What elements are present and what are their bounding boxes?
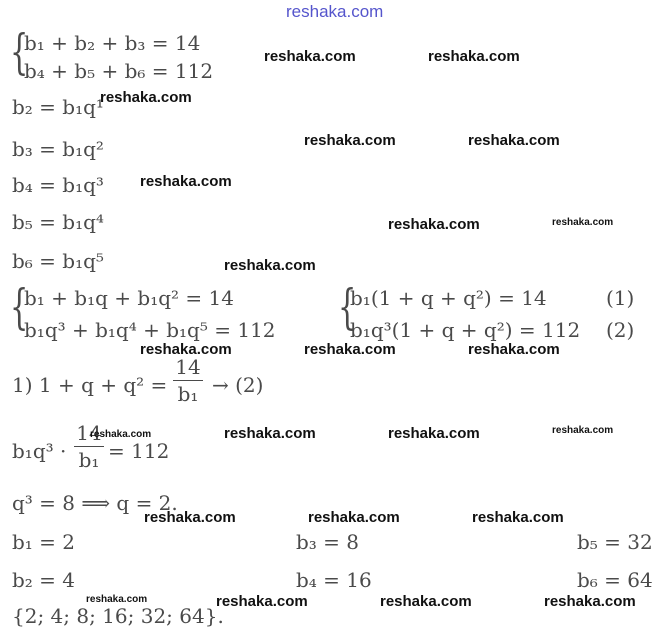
system3-line2: b₁q³(1 + q + q²) = 112 — [350, 318, 581, 342]
system-brace: { — [10, 279, 29, 335]
system2-line1: b₁ + b₁q + b₁q² = 14 — [24, 286, 234, 310]
equation-tag: (1) — [606, 286, 635, 310]
watermark: reshaka.com — [308, 509, 400, 526]
system2-line2: b₁q³ + b₁q⁴ + b₁q⁵ = 112 — [24, 318, 276, 342]
watermark: reshaka.com — [90, 429, 152, 440]
step2-prefix: b₁q³ · — [12, 439, 67, 463]
watermark: reshaka.com — [264, 48, 356, 65]
step1-prefix: 1) 1 + q + q² = — [12, 373, 168, 397]
watermark: reshaka.com — [86, 594, 148, 605]
fraction-denominator: b₁ — [78, 448, 100, 472]
value-b1: b₁ = 2 — [12, 530, 76, 554]
watermark: reshaka.com — [304, 341, 396, 358]
watermark: reshaka.com — [468, 132, 560, 149]
watermark: reshaka.com — [224, 257, 316, 274]
watermark: reshaka.com — [144, 509, 236, 526]
watermark: reshaka.com — [544, 593, 636, 610]
fraction-bar — [173, 380, 203, 381]
watermark: reshaka.com — [552, 425, 614, 436]
system3-line1: b₁(1 + q + q²) = 14 — [350, 286, 547, 310]
watermark: reshaka.com — [388, 425, 480, 442]
watermark: reshaka.com — [552, 217, 614, 228]
watermark: reshaka.com — [140, 341, 232, 358]
result-q: q³ = 8 ⟹ q = 2. — [12, 491, 178, 515]
watermark: reshaka.com — [216, 593, 308, 610]
term-b5: b₅ = b₁q⁴ — [12, 210, 104, 234]
answer-set: {2; 4; 8; 16; 32; 64}. — [12, 604, 224, 628]
header-watermark: reshaka.com — [286, 2, 384, 21]
fraction-numerator: 14 — [76, 421, 102, 445]
term-b2: b₂ = b₁q¹ — [12, 95, 104, 119]
value-b5: b₅ = 32 — [577, 530, 653, 554]
watermark: reshaka.com — [380, 593, 472, 610]
system1-line1: b₁ + b₂ + b₃ = 14 — [24, 31, 201, 55]
value-b2: b₂ = 4 — [12, 568, 76, 592]
fraction-bar — [74, 446, 104, 447]
system1-line2: b₄ + b₅ + b₆ = 112 — [24, 59, 214, 83]
step1-suffix: → (2) — [212, 373, 264, 397]
term-b4: b₄ = b₁q³ — [12, 173, 104, 197]
term-b3: b₃ = b₁q² — [12, 137, 104, 161]
watermark: reshaka.com — [468, 341, 560, 358]
value-b3: b₃ = 8 — [296, 530, 360, 554]
watermark: reshaka.com — [388, 216, 480, 233]
watermark: reshaka.com — [428, 48, 520, 65]
value-b4: b₄ = 16 — [296, 568, 372, 592]
watermark: reshaka.com — [472, 509, 564, 526]
system-brace: { — [10, 24, 29, 80]
watermark: reshaka.com — [140, 173, 232, 190]
value-b6: b₆ = 64 — [577, 568, 653, 592]
term-b6: b₆ = b₁q⁵ — [12, 249, 104, 273]
watermark: reshaka.com — [224, 425, 316, 442]
step2-suffix: = 112 — [108, 439, 170, 463]
system-brace: { — [338, 279, 357, 335]
fraction-numerator: 14 — [175, 355, 201, 379]
watermark: reshaka.com — [100, 89, 192, 106]
fraction-denominator: b₁ — [177, 382, 199, 406]
equation-tag: (2) — [606, 318, 635, 342]
step1-fraction — [173, 357, 203, 404]
watermark: reshaka.com — [304, 132, 396, 149]
